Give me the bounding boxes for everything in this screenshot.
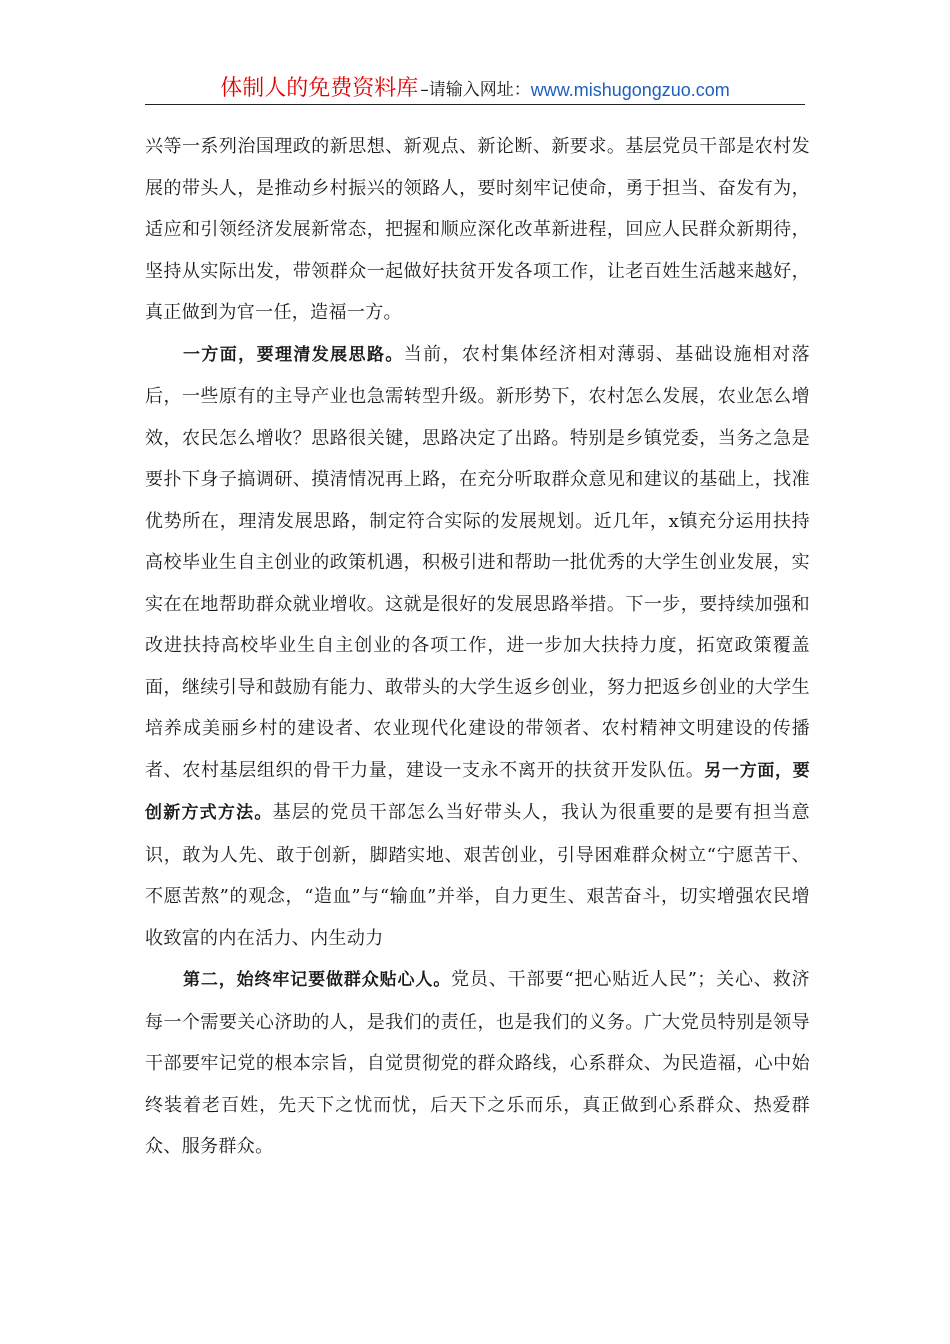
page-header — [145, 70, 805, 105]
paragraph-subheading: 另一方面，要创新方式方法。 — [145, 760, 810, 823]
document-body — [145, 126, 810, 1168]
header-url[interactable]: www.mishugongzuo.com — [530, 80, 730, 100]
header-brand: 体制人的免费资料库 — [220, 76, 419, 101]
header-separator: –请输入网址： — [420, 80, 531, 100]
paragraph-text: 兴等一系列治国理政的新思想、新观点、新论断、新要求。基层党员干部是农村发展的带头人，是推动乡村振兴的领路人，要时刻牢记使命，勇于担当、奋发有为，适应和引领经济发展新常态，把握和顺应深化改革新进程，回应人民群众新期待，坚持从实际出发，带领群众一起做好扶贫开发各项工作，让老百姓生活越来越好，真正做到为官一任，造福一方。 — [145, 136, 810, 323]
paragraph-text: 当前，农村集体经济相对薄弱、基础设施相对落后，一些原有的主导产业也急需转型升级。新形势下，农村怎么发展，农业怎么增效，农民怎么增收？思路很关键，思路决定了出路。特别是乡镇党委，当务之急是要扑下身子搞调研、摸清情况再上路，在充分听取群众意见和建议的基础上，找准优势所在，理清发展思路，制定符合实际的发展规划。近几年，x镇充分运用扶持高校毕业生自主创业的政策机遇，积极引进和帮助一批优秀的大学生创业发展，实实在在地帮助群众就业增收。这就是很好的发展思路举措。下一步，要持续加强和改进扶持高校毕业生自主创业的各项工作，进一步加大扶持力度，拓宽政策覆盖面，继续引导和鼓励有能力、敢带头的大学生返乡创业，努力把返乡创业的大学生培养成美丽乡村的建设者、农业现代化建设的带领者、农村精神文明建设的传播者、农村基层组织的骨干力量，建设一支永不离开的扶贫开发队伍。 — [145, 343, 810, 781]
paragraph-continuation — [145, 126, 810, 334]
paragraph-text: 党员、干部要“把心贴近人民”；关心、救济每一个需要关心济助的人，是我们的责任，也是我们的义务。广大党员特别是领导干部要牢记党的根本宗旨，自觉贯彻党的群众路线，心系群众、为民造福，心中始终装着老百姓，先天下之忧而忧，后天下之乐而乐，真正做到心系群众、热爱群众、服务群众。 — [145, 969, 811, 1157]
paragraph-heading: 第二，始终牢记要做群众贴心人。 — [183, 970, 452, 990]
paragraph-development-ideas — [145, 334, 810, 960]
paragraph-heading: 一方面，要理清发展思路。 — [183, 344, 404, 365]
paragraph-second-point — [145, 959, 810, 1168]
paragraph-text: 基层的党员干部怎么当好带头人，我认为很重要的是要有担当意识，敢为人先、敢于创新，脚踏实地、艰苦创业，引导困难群众树立“宁愿苦干、不愿苦熬”的观念，“造血”与“输血”并举，自力更生、艰苦奋斗，切实增强农民增收致富的内在活力、内生动力 — [145, 802, 810, 949]
